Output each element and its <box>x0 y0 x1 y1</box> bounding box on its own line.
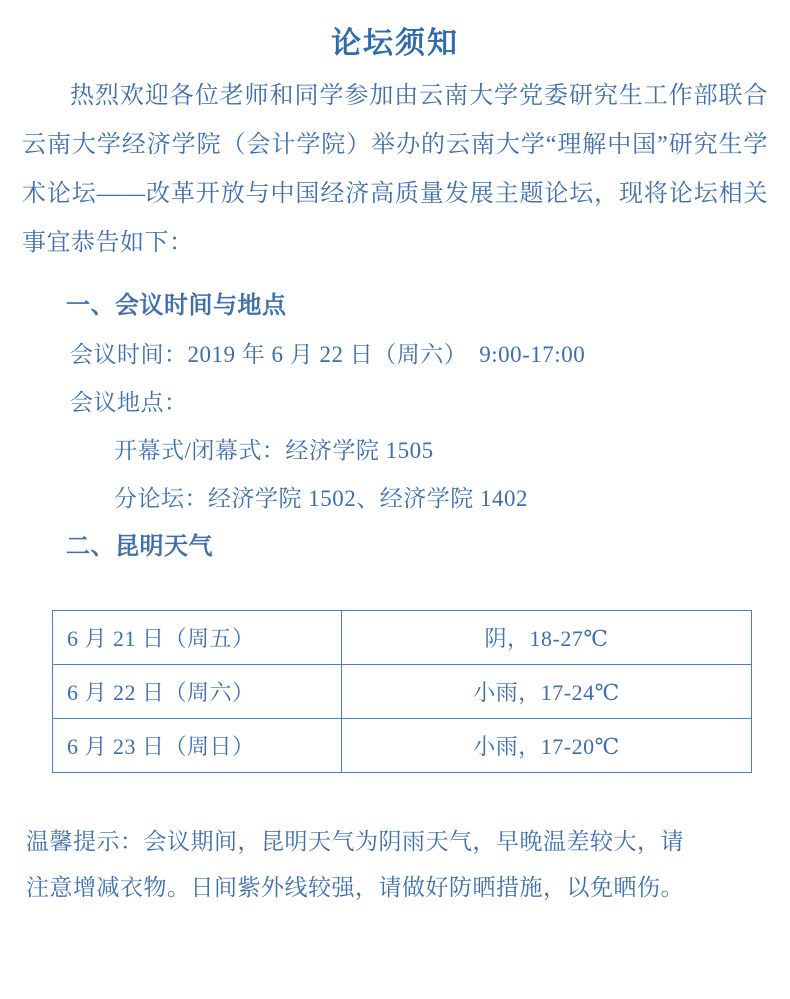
weather-date: 6 月 21 日（周五） <box>53 611 342 665</box>
document-page <box>0 18 790 999</box>
weather-condition: 小雨，17-20℃ <box>342 719 752 773</box>
weather-condition: 阴，18-27℃ <box>342 611 752 665</box>
tips-block <box>22 819 768 911</box>
tips-line-1: 温馨提示：会议期间，昆明天气为阴雨天气，早晚温差较大，请 <box>26 829 684 854</box>
meeting-time-line: 会议时间：2019 年 6 月 22 日（周六） 9:00-17:00 <box>70 342 586 367</box>
section-heading-time-location: 一、会议时间与地点 <box>66 293 287 319</box>
intro-paragraph: 热烈欢迎各位老师和同学参加由云南大学党委研究生工作部联合云南大学经济学院（会计学院）举办的云南大学“理解中国”研究生学术论坛——改革开放与中国经济高质量发展主题论坛，现将论坛相关事宜恭告如下： <box>22 83 768 256</box>
table-row <box>53 665 752 719</box>
weather-date: 6 月 23 日（周日） <box>53 719 342 773</box>
section-heading-weather: 二、昆明天气 <box>66 534 213 560</box>
weather-table <box>52 610 752 773</box>
spacer <box>22 572 768 600</box>
meeting-location-label: 会议地点： <box>70 390 188 415</box>
table-row <box>53 611 752 665</box>
sub-forum-venue: 分论坛：经济学院 1502、经济学院 1402 <box>114 486 528 511</box>
weather-condition: 小雨，17-24℃ <box>342 665 752 719</box>
spacer <box>22 268 768 282</box>
table-row <box>53 719 752 773</box>
weather-date: 6 月 22 日（周六） <box>53 665 342 719</box>
opening-closing-venue: 开幕式/闭幕式：经济学院 1505 <box>114 438 434 463</box>
page-title: 论坛须知 <box>331 27 459 60</box>
tips-line-2: 注意增减衣物。日间紫外线较强，请做好防晒措施，以免晒伤。 <box>26 875 684 900</box>
